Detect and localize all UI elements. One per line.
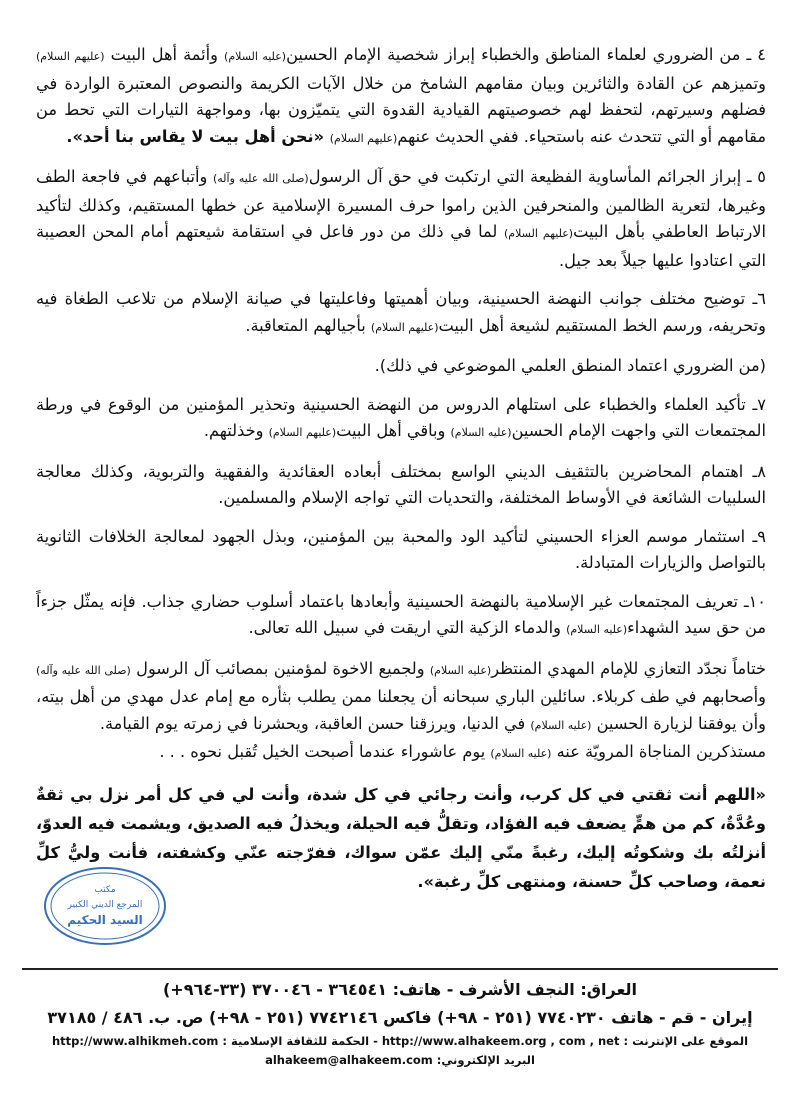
footer-websites[interactable]: الموقع على الإنترنت : http://www.alhakeem.org , com , net - الحكمة للثقافة الإسلامية : http://www.alhikmeh.com <box>51 1034 749 1048</box>
paragraph <box>36 353 766 380</box>
bold-text: «نحن أهل بيت لا يقاس بنا أحد». <box>66 126 330 146</box>
paragraph <box>36 524 766 577</box>
honorific: (عليه السلام) <box>224 50 287 63</box>
text-run: ٩ـ استثمار موسم العزاء الحسيني لتأكيد الود والمحبة بين المؤمنين، وبذل الجهود لمعالجة الخلافات الثانوية بالتواصل والزيارات المتبادلة. <box>36 526 766 572</box>
paragraph <box>36 42 766 152</box>
honorific: (صلى الله عليه وآله) <box>212 172 309 185</box>
text-run: وأتباعهم في فاجعة الطف وغيرها، لتعرية الظالمين والمنحرفين الذين راموا حرف المسيرة الإسلامية عن خطها المستقيم، وكذلك لتأكيد الارتباط العاطفي بأهل البيت <box>36 167 766 241</box>
document-body <box>36 42 766 908</box>
paragraph <box>36 656 766 740</box>
paragraph <box>36 286 766 341</box>
honorific: (عليه السلام) <box>566 623 628 636</box>
paragraph <box>36 164 766 274</box>
honorific: (عليهم السلام) <box>36 50 105 63</box>
text-run: ٨ـ اهتمام المحاضرين بالتثقيف الديني الواسع بمختلف أبعاده العقائدية والفقهية والتربوية، وكذلك معالجة السلبيات الشائعة في الأوساط المختلفة، والتحديات التي تواجه الإسلام والمسلمين. <box>36 461 766 507</box>
text-run: وأئمة أهل البيت <box>104 45 225 64</box>
paragraph <box>36 392 766 447</box>
text-run: مستذكرين المناجاة المرويّة عنه <box>551 742 766 761</box>
honorific: (عليه السلام) <box>530 718 592 732</box>
office-seal-stamp <box>40 862 170 950</box>
honorific: (عليه السلام) <box>490 747 552 760</box>
text-run: (من الضروري اعتماد المنطق العلمي الموضوعي في ذلك). <box>374 356 766 375</box>
text-run: وأصحابهم في طف كربلاء. سائلين الباري سبحانه أن يجعلنا ممن يطلب بثأره مع إمام عدل مهدي من أهل بيته، وأن يوفقنا لزيارة الحسين <box>36 687 766 733</box>
honorific: (عليه السلام) <box>429 663 492 677</box>
text-run: ١٠ـ تعريف المجتمعات غير الإسلامية بالنهضة الحسينية وأبعادها باعتماد أسلوب حضاري جذاب. فإنه يمثّل جزءاً من حق سيد الشهداء <box>36 591 766 637</box>
footer-divider <box>22 968 778 970</box>
text-run: بأجيالهم المتعاقبة. <box>245 315 371 335</box>
text-run: ٧ـ تأكيد العلماء والخطباء على استلهام الدروس من النهضة الحسينية وتحذير المؤمنين من الوقوع في ورطة المجتمعات التي واجهت الإمام الحسين <box>36 394 766 440</box>
text-run: ٥ ـ إبراز الجرائم المأساوية الفظيعة التي ارتكبت في حق آل الرسول <box>308 167 766 186</box>
footer-iraq-contact: العراق: النجف الأشرف - هاتف: ٣٦٤٥٤١ - ٣٧٠٠٤٦ (٣٣-٩٦٤+) <box>162 980 638 999</box>
text-run: ختاماً نجدّد التعازي للإمام المهدي المنتظر <box>491 658 766 678</box>
paragraph <box>36 739 766 768</box>
honorific: (عليهم السلام) <box>329 131 398 145</box>
text-run: وخذلتهم. <box>203 421 269 440</box>
seal-line-1: مكتب <box>94 885 116 895</box>
text-run: ولجميع الاخوة لمؤمنين بمصائب آل الرسول <box>130 658 430 678</box>
paragraph <box>36 459 766 512</box>
footer-email[interactable]: البريد الإلكتروني: alhakeem@alhakeem.com <box>265 1053 535 1067</box>
paragraph <box>36 589 766 644</box>
honorific: (صلى الله عليه وآله) <box>36 663 131 677</box>
footer-iran-contact: إيران - قم - هاتف ٧٧٤٠٢٣٠ (٢٥١ - ٩٨+) فاكس ٧٧٤٢١٤٦ (٢٥١ - ٩٨+) ص. ب. ٤٨٦ / ٣٧١٨٥ <box>47 1008 753 1027</box>
text-run: لما في ذلك من دور فاعل في استقامة شيعتهم أمام المحن العصيبة التي اعتادوا عليها جيلاً بعد جيل. <box>36 222 766 270</box>
text-run: ٦ـ توضيح مختلف جوانب النهضة الحسينية، وبيان أهميتها وفاعليتها في صيانة الإسلام من تلاعب الطغاة فيه وتحريفه، ورسم الخط المستقيم لشيعة أهل البيت <box>36 289 766 335</box>
honorific: (عليهم السلام) <box>370 320 439 334</box>
honorific: (عليهم السلام) <box>268 426 337 439</box>
seal-line-3: السيد الحكيم <box>67 913 143 927</box>
text-run: ٤ ـ من الضروري لعلماء المناطق والخطباء إبراز شخصية الإمام الحسين <box>286 45 766 64</box>
honorific: (عليهم السلام) <box>504 227 574 240</box>
letterhead-footer <box>40 976 760 1070</box>
text-run: والدماء الزكية التي اريقت في سبيل الله تعالى. <box>248 618 567 637</box>
seal-line-2: المرجع الديني الكبير <box>67 900 143 910</box>
bold-text: «اللهم أنت ثقتي في كل كرب، وأنت رجائي في كل شدة، وأنت لي في كل أمر نزل بي ثقةٌ وعُدَّةٌ، كم من همٍّ يضعف فيه الفؤاد، وتقلُّ فيه الحيلة، ويخذلُ فيه الصديق، ويشمت فيه العدوّ، أنزلتُه بك وشكوتُه إليك، رغبةً منّي إليك عمّن سواك، ففرّجته عنّي وكشفته، فأنت وليُّ كلِّ نعمة، وصاحب كلِّ حسنة، ومنتهى كلِّ رغبة». <box>36 784 766 891</box>
text-run: في الدنيا، ويرزقنا حسن العاقبة، ويحشرنا في زمرته يوم القيامة. <box>99 713 531 733</box>
honorific: (عليه السلام) <box>450 426 512 439</box>
text-run: وتميزهم عن القادة والثائرين وبيان مقامهم الشامخ من خلال الآيات الكريمة والنصوص المعتبرة الواردة في فضلهم وسيرتهم، لتحفظ لهم خصوصيتهم القيادية القدوة التي يتميّزون بها، ومواجهة التيارات التي تحط من مقامهم أو التي تتحدث عنه باستحياء. ففي الحديث عنهم <box>36 73 766 146</box>
text-run: وباقي أهل البيت <box>336 421 451 440</box>
text-run: يوم عاشوراء عندما أصبحت الخيل تُقبل نحوه . . . <box>159 742 491 761</box>
